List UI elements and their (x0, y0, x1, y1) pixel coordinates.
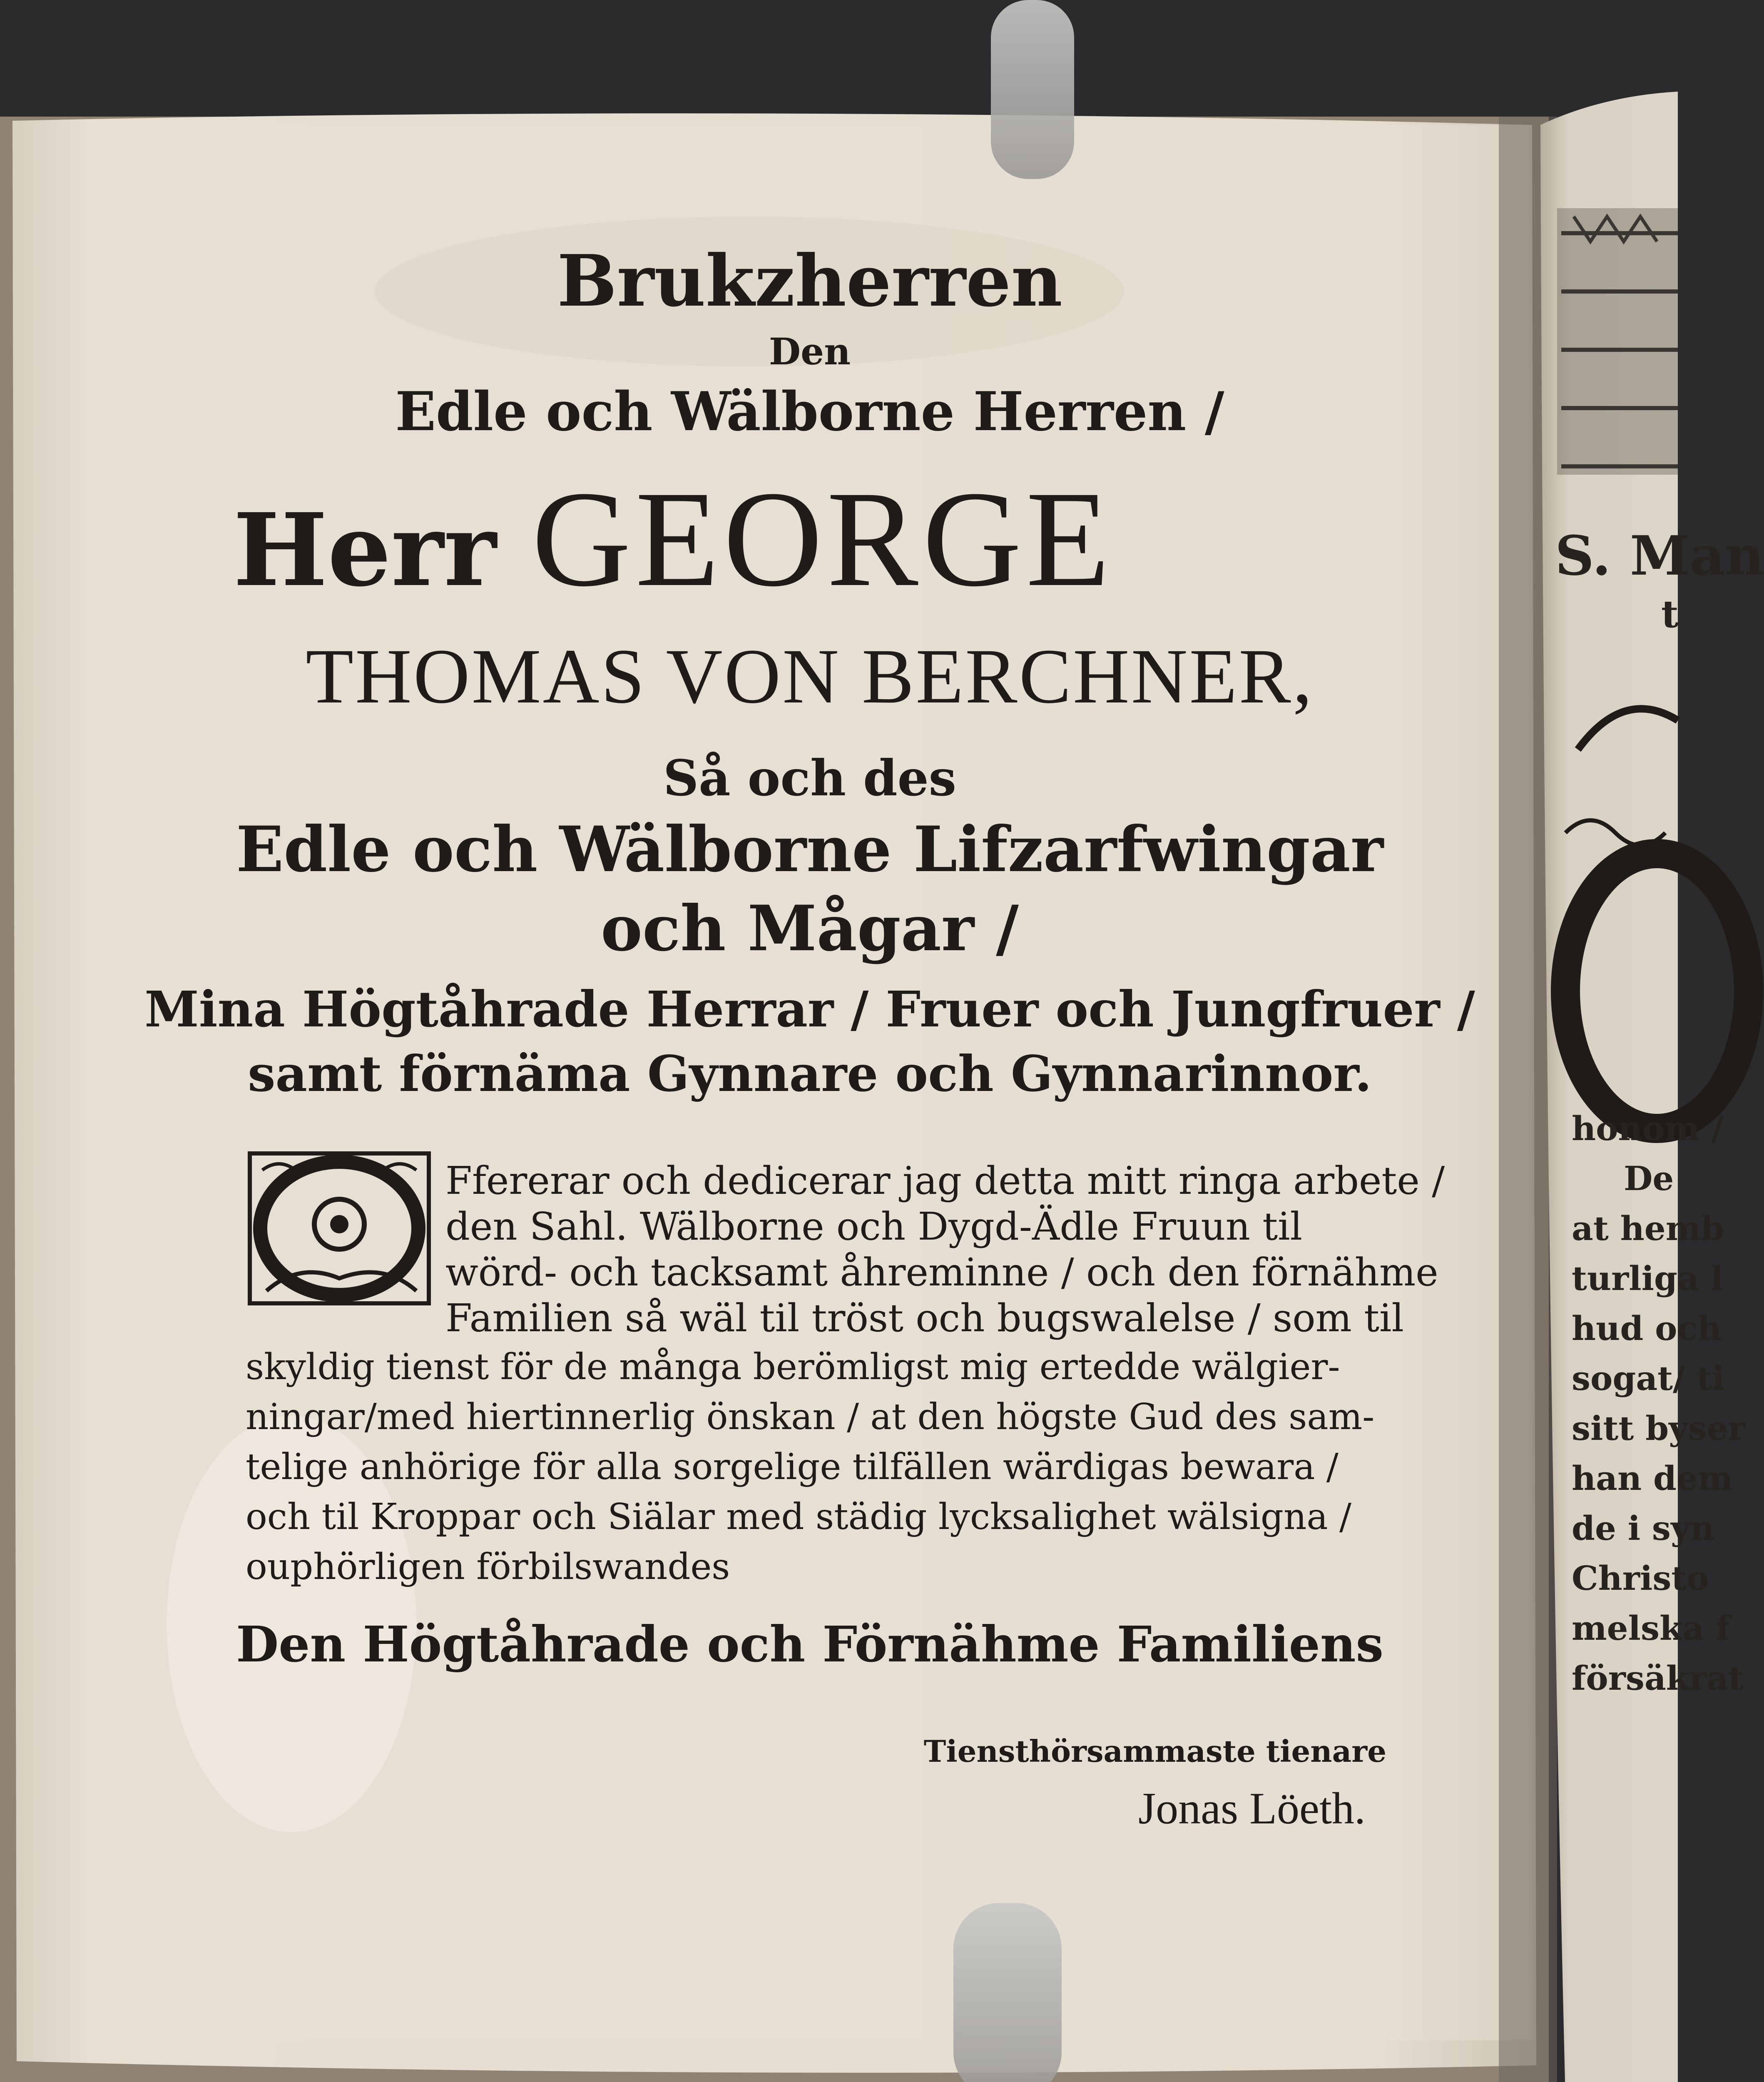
right-fragment-top2: t (1661, 592, 1679, 636)
heading-edle: Edle och Wälborne Herren / (395, 381, 1224, 443)
right-line: De (1624, 1159, 1674, 1198)
right-line: at hemb (1572, 1209, 1724, 1248)
heading-den: Den (769, 330, 851, 373)
herr-word: Herr (233, 491, 497, 609)
right-line: de i syn (1572, 1509, 1714, 1548)
dedication-line: skyldig tienst för de många berömligst mig ertedde wälgier- (246, 1346, 1340, 1388)
right-line: sogat/ ti (1572, 1359, 1725, 1398)
line-lifzarfwingar: Edle och Wälborne Lifzarfwingar (236, 813, 1383, 886)
dedication-line: Familien så wäl til tröst och bugswalelse / som til (445, 1296, 1404, 1340)
dedication-line: telige anhörige för alla sorgelige tilfällen wärdigas bewara / (246, 1446, 1339, 1488)
right-line: sitt byser (1572, 1409, 1746, 1448)
heading-title: Brukzherren (557, 239, 1062, 323)
dedication-line: ouphörligen förbilswandes (246, 1546, 730, 1588)
dedication-line: den Sahl. Wälborne och Dygd-Ädle Fruun til (445, 1204, 1303, 1249)
dedication-line: och til Kroppar och Siälar med städig lycksalighet wälsigna / (246, 1496, 1351, 1538)
dedication-line: ningar/med hiertinnerlig önskan / at den högste Gud des sam- (246, 1396, 1375, 1438)
right-fragment-top: S. Man (1555, 524, 1764, 588)
right-line: försäkrat (1572, 1659, 1744, 1698)
line-sa-och-des: Så och des (663, 749, 957, 807)
name-full: THOMAS VON BERCHNER, (306, 633, 1314, 720)
right-line: melska f (1572, 1609, 1730, 1648)
signature-title: Tiensthörsammaste tienare (923, 1733, 1386, 1769)
name-line-1 (233, 463, 1441, 615)
right-line: Christo (1572, 1559, 1709, 1598)
right-ornament-band (1557, 208, 1678, 475)
signature-name: Jonas Löeth. (1138, 1784, 1366, 1833)
line-magar: och Mågar / (600, 892, 1019, 965)
line-mina: Mina Högtåhrade Herrar / Fruer och Jungfruer / (144, 980, 1475, 1038)
right-line: turliga l (1572, 1259, 1724, 1298)
bottom-strap (953, 1903, 1062, 2082)
george-word: GEORGE (532, 463, 1114, 615)
right-line: han dem (1572, 1459, 1733, 1498)
closing-line: Den Högtåhrade och Förnähme Familiens (236, 1615, 1384, 1673)
dedication-line: wörd- och tacksamt åhreminne / och den förnähme (445, 1250, 1438, 1295)
right-line: hud och (1572, 1309, 1722, 1348)
top-strap (991, 0, 1074, 179)
line-samt: samt förnäma Gynnare och Gynnarinnor. (248, 1045, 1372, 1103)
right-line: honom / (1572, 1109, 1724, 1148)
dedication-line: Ffererar och dedicerar jag detta mitt ringa arbete / (445, 1158, 1445, 1203)
